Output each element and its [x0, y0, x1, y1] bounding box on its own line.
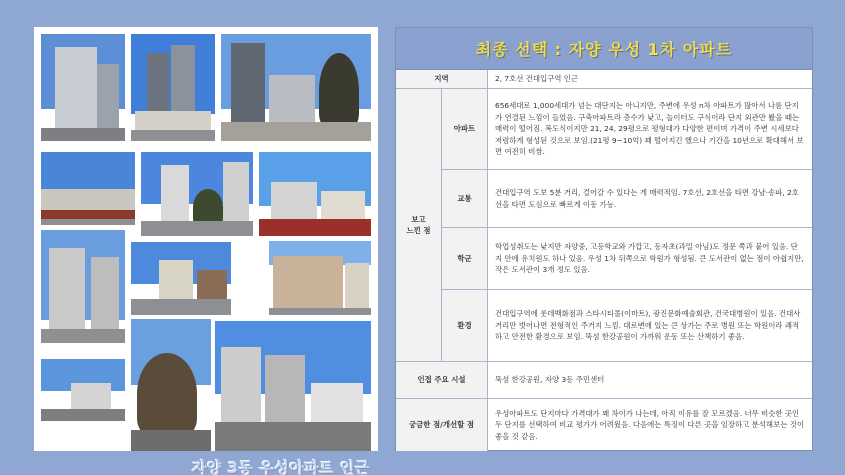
- impression-school-label: 학군: [442, 228, 488, 289]
- impressions-label: [396, 89, 442, 362]
- impression-apartment-label: 아파트: [442, 89, 488, 169]
- questions-row: [396, 399, 812, 451]
- photo-highrise-1: [41, 34, 125, 141]
- table-title-text: 최종 선택 : 자양 우성 1차 아파트: [475, 40, 733, 59]
- collage-caption: 자양 3동 우성아파트 인근: [191, 459, 370, 475]
- nearby-label: 인접 주요 시설: [396, 362, 488, 398]
- impression-apartment-text: 656세대로 1,000세대가 넘는 대단지는 아니지만, 주변에 우성 n차 아파트가 많아서 나름 단지가 연결된 느낌이 들었음. 구축아파트라 층수가 낮고, 놀이터도 구식이라 단지 외관만 봤을 때는 매력이 떨어짐. 복도식이지만 21, 24, 29평으로 평형대가 다양한 편이며 가격이 주변 시세보다 저렴하게 형성된 것으로 보임.(21평 9~10억) 꽤 떨어지긴 했으나 기간을 10년으로 확대해서 보면 여전히 비쌈.: [495, 101, 804, 157]
- impression-apartment: [442, 89, 812, 170]
- photo-apartment-3: [41, 230, 125, 343]
- nearby-row: [396, 362, 812, 399]
- photo-highrise-3: [221, 34, 371, 141]
- photo-street-1: [41, 152, 135, 225]
- nearby-value: 뚝섬 한강공원, 자양 3동 주민센터: [495, 375, 605, 385]
- photo-trees: [131, 319, 211, 451]
- impressions-label-line2: 느낀 점: [406, 226, 431, 235]
- photo-sidewalk: [41, 359, 125, 421]
- impression-environment-label: 환경: [442, 290, 488, 361]
- photo-collage: [34, 27, 378, 475]
- impression-school-text: 학업성취도는 낮지만 자양중, 고등학교와 가깝고, 동자초(과밀 아님)도 정문 쪽과 붙어 있음. 단지 안에 유치원도 하나 있음. 우성 1차 뒤쪽으로 학원가 형성됨. 큰 도서관이 없는 점이 아쉽지만, 작은 도서관이 3개 정도 있음.: [495, 242, 804, 275]
- questions-value: 우성아파트도 단지마다 가격대가 꽤 차이가 나는데, 아직 이유를 잘 모르겠음. 너무 비슷한 곳인 두 단지를 선택하여 비교 평가가 어려웠음. 다음에는 특징이 다른 곳을 임장하고 분석해보는 것이 좋을 것 같음.: [495, 408, 804, 441]
- table-title: [396, 28, 812, 70]
- region-row: [396, 70, 812, 89]
- impression-environment-text: 건대입구역에 롯데백화점과 스타시티몰(이마트), 광진문화예술회관, 건국대병원이 있음. 건대사거리만 벗어나면 전형적인 주거지 느낌. 대로변에 있는 큰 상가는 주로 병원 또는 학원이라 쾌적하고 안전한 환경으로 보임. 뚝섬 한강공원이 가까워 운동 또는 산책하기 좋음.: [495, 309, 801, 342]
- impressions-label-line1: 보고: [411, 214, 426, 224]
- photo-road: [215, 321, 371, 451]
- impression-transport: [442, 170, 812, 228]
- photo-highrise-2: [131, 34, 215, 141]
- region-value: 2, 7호선 건대입구역 인근: [495, 74, 579, 84]
- photo-apartment-2: [259, 152, 371, 236]
- photo-shops: [269, 241, 371, 315]
- impression-school: [442, 228, 812, 290]
- impression-environment: [442, 290, 812, 362]
- photo-street-2: [131, 242, 231, 315]
- region-label: 지역: [396, 70, 488, 88]
- summary-table: [395, 27, 813, 451]
- questions-label: 궁금한 점/개선할 점: [396, 399, 488, 451]
- impression-transport-label: 교통: [442, 170, 488, 227]
- photo-apartment-1: [141, 152, 253, 236]
- impression-transport-text: 건대입구역 도보 5분 거리, 걸어갈 수 있다는 게 매력적임. 7호선, 2호선을 타면 강남·송파, 2호선을 타면 도심으로 빠르게 이동 가능.: [495, 188, 799, 209]
